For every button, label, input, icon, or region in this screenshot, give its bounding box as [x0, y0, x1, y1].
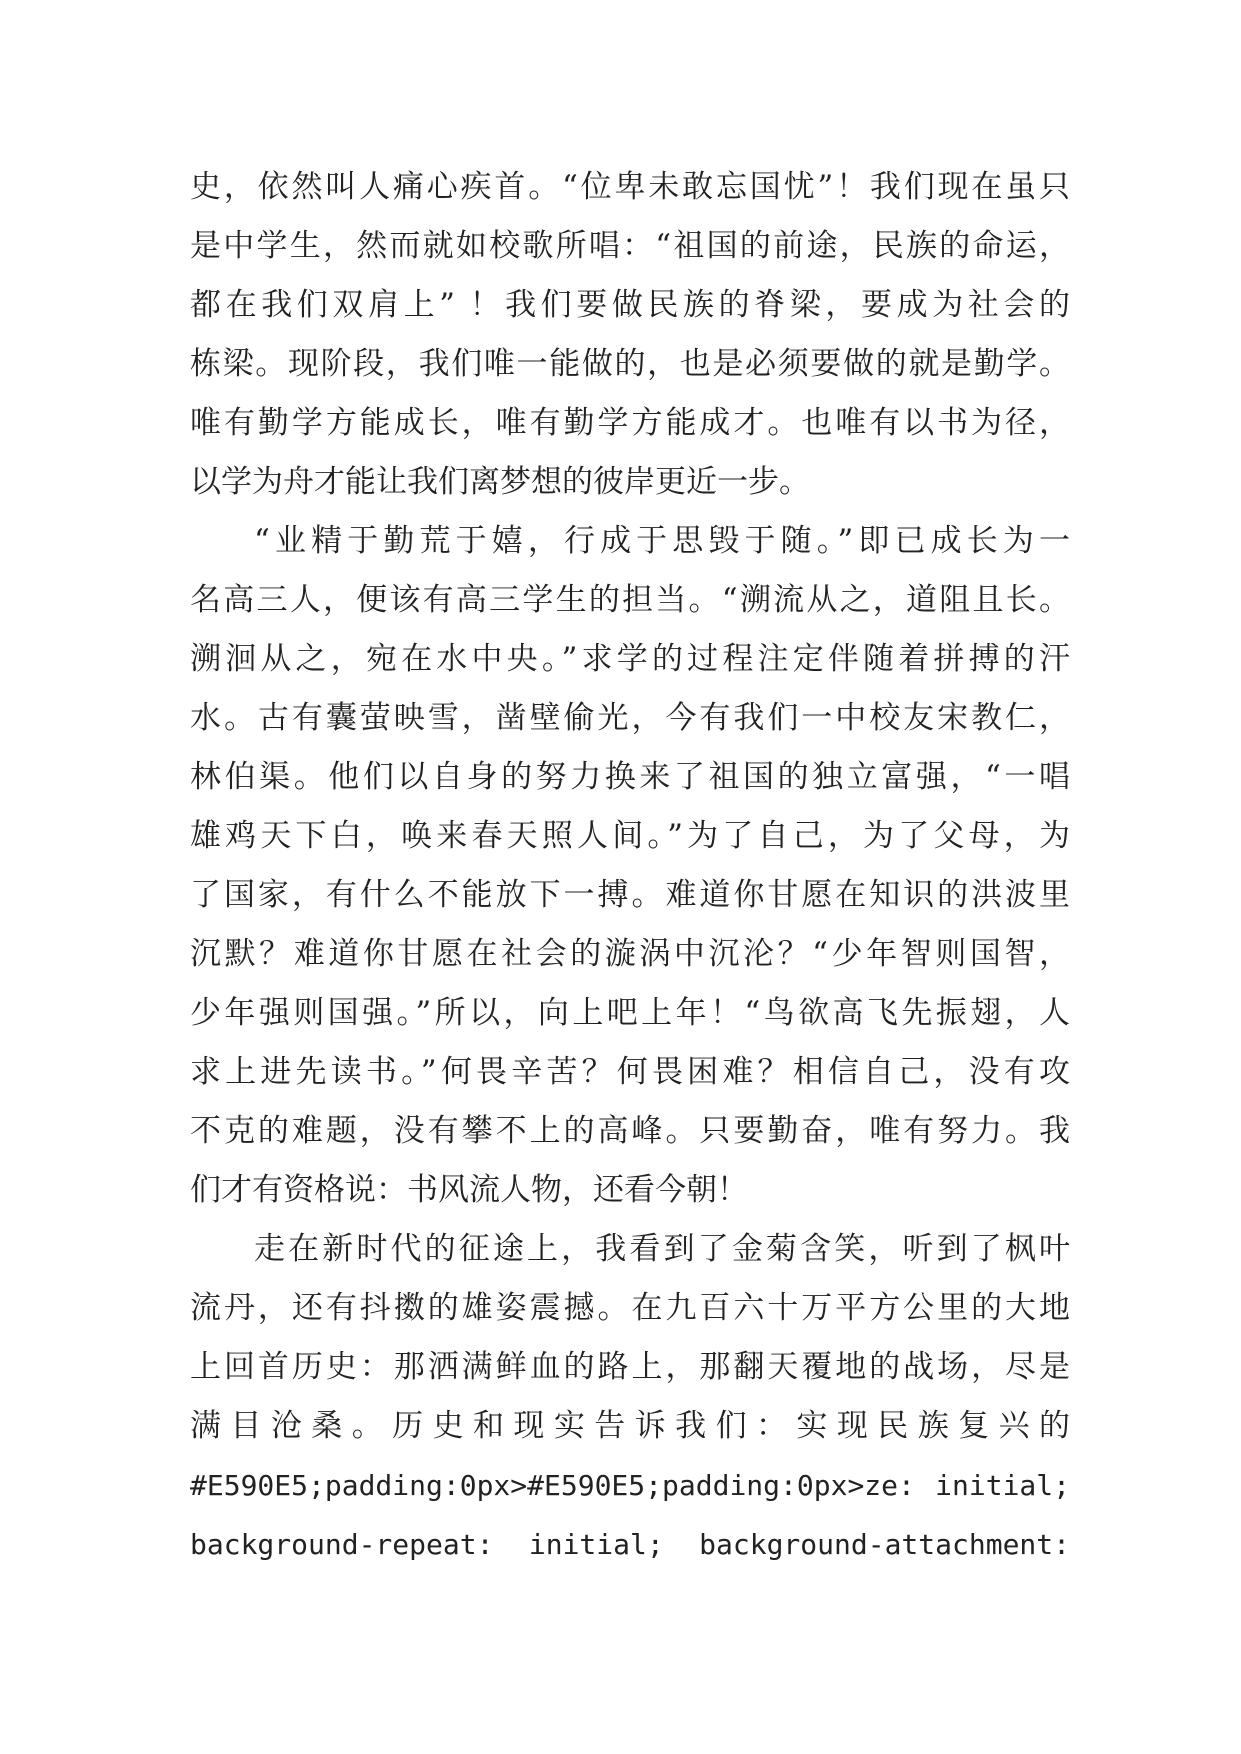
text-line: 走在新时代的征途上，我看到了金菊含笑，听到了枫叶 — [254, 1231, 1070, 1267]
text-line: 唯有勤学方能成长，唯有勤学方能成才。也唯有以书为径， — [190, 405, 1070, 441]
text-line: 都在我们双肩上” ！我们要做民族的脊梁，要成为社会的 — [190, 287, 1070, 323]
text-line: 溯洄从之，宛在水中央。”求学的过程注定伴随着拼搏的汗 — [190, 641, 1070, 677]
text-line: 水。古有囊萤映雪，凿壁偷光，今有我们一中校友宋教仁， — [190, 700, 1070, 736]
text-line: 史，依然叫人痛心疾首。“位卑未敢忘国忧”！我们现在虽只 — [190, 169, 1070, 205]
text-line: 以学为舟才能让我们离梦想的彼岸更近一步。 — [190, 464, 810, 500]
text-line: 名高三人，便该有高三学生的担当。“溯流从之，道阻且长。 — [190, 582, 1070, 618]
text-line: 上回首历史：那洒满鲜血的路上，那翻天覆地的战场，尽是 — [190, 1349, 1070, 1385]
text-line: 流丹，还有抖擞的雄姿震撼。在九百六十万平方公里的大地 — [190, 1290, 1070, 1326]
text-line: #E590E5;padding:0px>#E590E5;padding:0px>ze: initial; — [190, 1469, 1070, 1502]
text-line: 栋梁。现阶段，我们唯一能做的，也是必须要做的就是勤学。 — [190, 346, 1070, 382]
text-line: 雄鸡天下白，唤来春天照人间。”为了自己，为了父母，为 — [190, 818, 1070, 854]
text-line: 满目沧桑。历史和现实告诉我们：实现民族复兴的 — [190, 1408, 1070, 1444]
body-text — [190, 158, 1070, 1574]
text-line: 林伯渠。他们以自身的努力换来了祖国的独立富强，“一唱 — [190, 759, 1070, 795]
text-line: 不克的难题，没有攀不上的高峰。只要勤奋，唯有努力。我 — [190, 1113, 1070, 1149]
text-line: 们才有资格说：书风流人物，还看今朝！ — [190, 1172, 748, 1208]
text-line: background-repeat: initial; background-attachment: — [190, 1528, 1070, 1561]
text-line: 沉默？难道你甘愿在社会的漩涡中沉沦？“少年智则国智， — [190, 936, 1070, 972]
text-line: 是中学生，然而就如校歌所唱：“祖国的前途，民族的命运， — [190, 228, 1070, 264]
text-line: 少年强则国强。”所以，向上吧上年！“鸟欲高飞先振翅，人 — [190, 995, 1070, 1031]
text-line: 求上进先读书。”何畏辛苦？何畏困难？相信自己，没有攻 — [190, 1054, 1070, 1090]
text-line: 了国家，有什么不能放下一搏。难道你甘愿在知识的洪波里 — [190, 877, 1070, 913]
text-line: “业精于勤荒于嬉，行成于思毁于随。”即已成长为一 — [254, 523, 1070, 559]
